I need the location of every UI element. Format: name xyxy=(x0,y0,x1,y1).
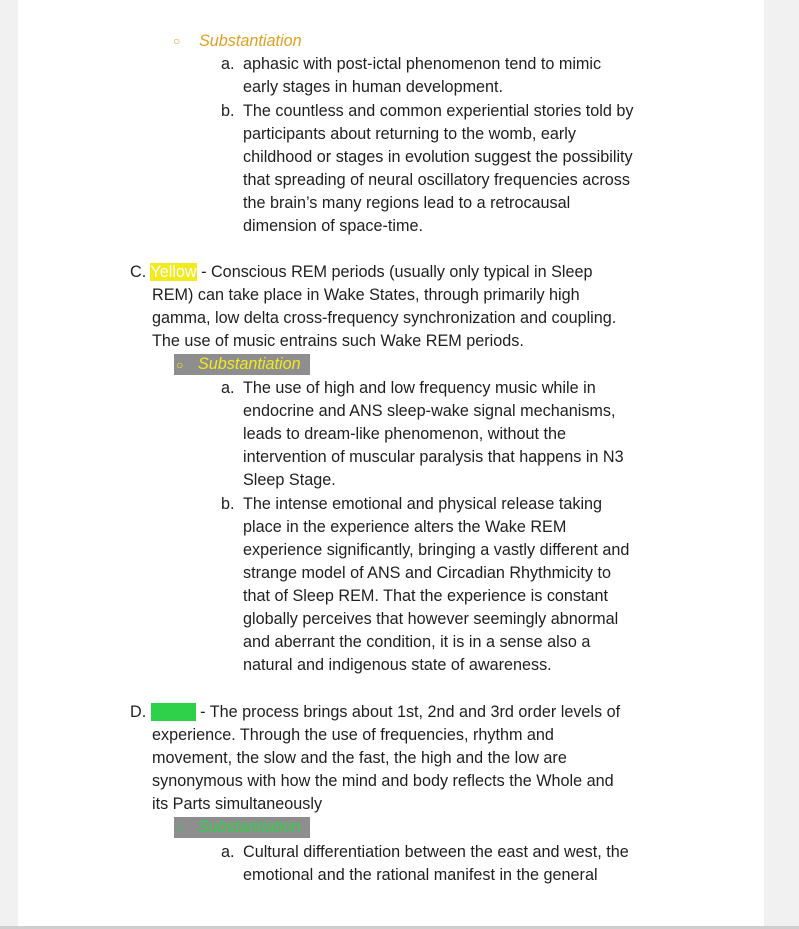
list-item-line: Cultural differentiation between the east and west, the xyxy=(243,843,629,861)
paragraph-line: its Parts simultaneously xyxy=(152,795,323,813)
list-marker: a. xyxy=(221,379,235,397)
list-item-line: dimension of space-time. xyxy=(243,217,423,235)
substantiation-label: Substantiation xyxy=(198,818,301,836)
list-item-line: the brain’s many regions lead to a retrocausal xyxy=(243,194,571,212)
list-marker: a. xyxy=(221,843,235,861)
list-item-line: The intense emotional and physical release taking xyxy=(243,495,603,513)
substantiation-label: Substantiation xyxy=(198,355,301,373)
list-item-line: emotional and the rational manifest in the general xyxy=(243,866,598,884)
list-item-line: The countless and common experiential stories told by xyxy=(243,102,634,120)
paragraph-line: synonymous with how the mind and body reflects the Whole and xyxy=(152,772,614,790)
list-item-line: aphasic with post-ictal phenomenon tend to mimic xyxy=(243,55,602,73)
list-item-line: experience significantly, bringing a vastly different and xyxy=(243,541,630,559)
list-item-line: Sleep Stage. xyxy=(243,471,336,489)
section-marker: D. xyxy=(130,703,147,721)
yellow-highlight-word: Yellow xyxy=(150,263,197,281)
list-item-line: participants about returning to the womb, early xyxy=(243,125,576,143)
section-d-paragraph xyxy=(130,701,620,724)
document-page xyxy=(18,0,764,926)
paragraph-text: - The process brings about 1st, 2nd and 3rd order levels of xyxy=(195,703,621,721)
list-item-line: and aberrant the condition, it is in a sense also a xyxy=(243,633,591,651)
paragraph-line: REM) can take place in Wake States, through primarily high xyxy=(152,286,580,304)
section-c-paragraph xyxy=(130,261,592,284)
hollow-bullet-icon: ○ xyxy=(176,358,184,372)
list-item-line: childhood or stages in evolution suggest the possibility xyxy=(243,148,633,166)
green-highlight-word: Green xyxy=(150,703,196,721)
list-marker: b. xyxy=(221,102,235,120)
substantiation-heading-highlighted xyxy=(174,354,310,375)
list-item-line: early stages in human development. xyxy=(243,78,504,96)
paragraph-line: experience. Through the use of frequencies, rhythm and xyxy=(152,726,554,744)
hollow-bullet-icon: ○ xyxy=(176,821,184,835)
list-marker: b. xyxy=(221,495,235,513)
substantiation-heading: Substantiation xyxy=(199,32,302,50)
list-item-line: place in the experience alters the Wake REM xyxy=(243,518,567,536)
paragraph-text: - Conscious REM periods (usually only typical in Sleep xyxy=(196,263,593,281)
section-marker: C. xyxy=(130,263,147,281)
list-item-line: intervention of muscular paralysis that happens in N3 xyxy=(243,448,624,466)
list-marker: a. xyxy=(221,55,235,73)
list-item-line: that of Sleep REM. That the experience is constant xyxy=(243,587,609,605)
paragraph-line: movement, the slow and the fast, the high and the low are xyxy=(152,749,567,767)
list-item-line: globally perceives that however seemingly abnormal xyxy=(243,610,619,628)
list-item-line: The use of high and low frequency music while in xyxy=(243,379,596,397)
paragraph-line: The use of music entrains such Wake REM periods. xyxy=(152,332,524,350)
list-item-line: natural and indigenous state of awareness. xyxy=(243,656,552,674)
list-item-line: endocrine and ANS sleep-wake signal mechanisms, xyxy=(243,402,616,420)
list-item-line: that spreading of neural oscillatory frequencies across xyxy=(243,171,630,189)
list-item-line: leads to dream-like phenomenon, without the xyxy=(243,425,567,443)
substantiation-heading-highlighted xyxy=(174,817,310,838)
list-item-line: strange model of ANS and Circadian Rhythmicity to xyxy=(243,564,611,582)
hollow-bullet-icon: ○ xyxy=(173,34,181,48)
paragraph-line: gamma, low delta cross-frequency synchronization and coupling. xyxy=(152,309,617,327)
